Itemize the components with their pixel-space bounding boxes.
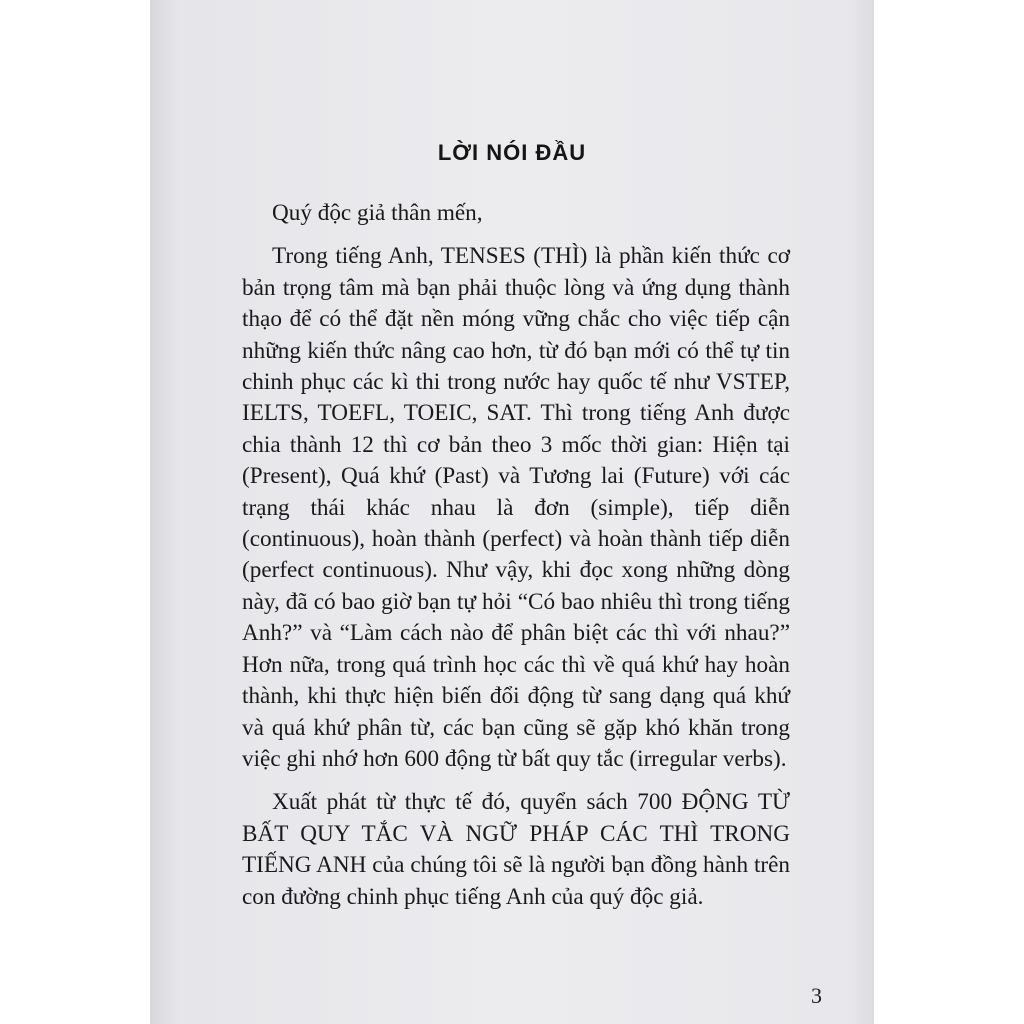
body-paragraph-1: Trong tiếng Anh, TENSES (THÌ) là phần kiến thức cơ bản trọng tâm mà bạn phải thuộc lòng và ứng dụng thành thạo để có thể đặt nền móng vững chắc cho việc tiếp cận những kiến thức nâng cao hơn, từ đó bạn mới có thể tự tin chinh phục các kì thi trong nước hay quốc tế như VSTEP, IELTS, TOEFL, TOEIC, SAT. Thì trong tiếng Anh được chia thành 12 thì cơ bản theo 3 mốc thời gian: Hiện tại (Present), Quá khứ (Past) và Tương lai (Future) với các trạng thái khác nhau là đơn (simple), tiếp diễn (continuous), hoàn thành (perfect) và hoàn thành tiếp diễn (perfect continuous). Như vậy, khi đọc xong những dòng này, đã có bao giờ bạn tự hỏi “Có bao nhiêu thì trong tiếng Anh?” và “Làm cách nào để phân biệt các thì với nhau?” Hơn nữa, trong quá trình học các thì về quá khứ hay hoàn thành, khi thực hiện biến đổi động từ sang dạng quá khứ và quá khứ phân từ, các bạn cũng sẽ gặp khó khăn trong việc ghi nhớ hơn 600 động từ bất quy tắc (irregular verbs).	[242, 243, 790, 772]
page-number: 3	[811, 983, 822, 1008]
right-background	[874, 0, 1024, 1024]
page-title: LỜI NÓI ĐẦU	[437, 140, 587, 165]
left-background	[0, 0, 150, 1024]
book-page	[150, 0, 874, 1024]
body-paragraph-2: Xuất phát từ thực tế đó, quyển sách 700 ĐỘNG TỪ BẤT QUY TẮC VÀ NGỮ PHÁP CÁC THÌ TRONG TIẾNG ANH của chúng tôi sẽ là người bạn đồng hành trên con đường chinh phục tiếng Anh của quý độc giả.	[242, 789, 790, 910]
page-body	[242, 198, 790, 913]
greeting-paragraph: Quý độc giả thân mến,	[272, 200, 483, 226]
